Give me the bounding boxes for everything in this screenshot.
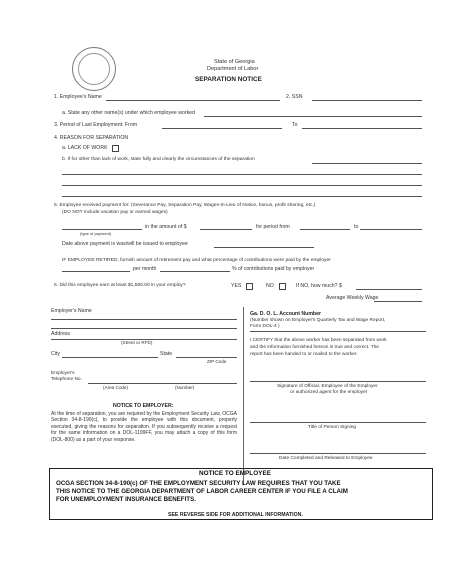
retired-label: IF EMPLOYEE RETIRED, furnish amount of retirement pay and what percentage of contributions were paid by the employer [62,258,331,263]
payment-type-field[interactable] [62,229,142,230]
telephone-label: Employer's Telephone No. [51,371,82,382]
period-employment-label: 3. Period of Last Employment: From [54,122,138,128]
street-caption: (Street or RFD) [121,340,153,345]
payment-period-to-label: to [354,224,359,230]
reason-line-1[interactable] [312,163,422,164]
certify-line-2: and the information furnished hereon is true and correct. The [250,345,379,350]
reason-line-4[interactable] [62,196,422,197]
other-reason-label: b. If for other than lack of work, state fully and clearly the circumstances of the separation [62,157,255,162]
if-no-amount-field[interactable] [356,289,422,290]
account-number-field[interactable] [250,331,426,332]
lack-of-work-label: a. LACK OF WORK [62,145,108,151]
state-label: State [160,351,173,357]
zip-caption: ZIP Code [207,359,227,364]
signature-caption-1: Signature of Official, Employee of the Employer [277,384,378,389]
area-code-caption: (Area Code) [103,385,129,390]
certify-line-1: I CERTIFY that the above worker has been separated from work [250,338,387,343]
no-checkbox[interactable] [279,283,286,290]
other-names-field[interactable] [204,116,422,117]
seal-inner-ring [78,53,110,85]
notice-employee-line-2: THIS NOTICE TO THE GEORGIA DEPARTMENT OF LABOR CAREER CENTER IF YOU FILE A CLAIM [56,488,348,495]
reason-line-2[interactable] [62,174,422,175]
if-no-label: If NO, how much? $ [296,283,342,289]
payment-label: 5. Employee received payment for: (Severance Pay, Separation Pay, Wages-In-Lieu of Notice, bonus, profit sharing, etc.) [54,203,316,208]
employer-name-field[interactable] [51,319,237,320]
signature-caption-2: or authorized agent for the employer [290,390,368,395]
retirement-pay-field[interactable] [62,271,130,272]
number-caption: (Number) [175,385,195,390]
telephone-field[interactable] [88,383,237,384]
notice-employee-title: NOTICE TO EMPLOYEE [199,470,271,477]
per-month-label: per month [133,266,157,272]
yes-label: YES [231,283,242,289]
date-paid-label: Date above payment is was/will be issued to employee [62,241,188,247]
payment-type-caption: (type of payment) [80,231,112,236]
date-completed-caption: Date Completed and Released to Employee [279,456,373,461]
period-from-label-5: for period from [256,224,290,230]
payment-note: (DO NOT include vacation pay or earned wages) [62,210,168,215]
reason-line-3[interactable] [62,185,422,186]
state-field[interactable] [176,357,237,358]
ssn-field[interactable] [312,100,422,101]
account-note-1: (Number shown on Employer's Quarterly Tax and Wage Report, [250,318,386,323]
address-label: Address [51,331,71,337]
notice-employer-body: At the time of separation, you are required by the Employment Security Law, OCGA Section 34-8-190(c), to provide the employee with this document, properly executed, giving the reasons for separation. If you subsequently receive a request for the same information on a DOL-1199FF, you may attach a copy of this form (DOL-800) as a part of your response. [51,411,237,443]
average-weekly-wage-label: Average Weekly Wage [326,295,379,301]
notice-employee-line-3: FOR UNEMPLOYMENT INSURANCE BENEFITS. [56,496,196,503]
title-field[interactable] [250,422,426,423]
city-label: City [51,351,60,357]
retirement-percent-field[interactable] [160,271,230,272]
footer-reverse-side: SEE REVERSE SIDE FOR ADDITIONAL INFORMATION. [168,512,303,518]
date-paid-field[interactable] [214,247,314,248]
header-department: Department of Labor [207,66,259,72]
signature-field[interactable] [250,381,426,382]
date-completed-field[interactable] [250,453,426,454]
percent-contributions-label: % of contributions paid by employer [232,266,315,272]
average-weekly-wage-field[interactable] [374,301,422,302]
period-to-field[interactable] [302,128,422,129]
payment-period-from-field[interactable] [300,229,350,230]
reason-label: 4. REASON FOR SEPARATION [54,135,129,141]
city-field[interactable] [62,357,158,358]
other-names-label: a. State any other name(s) under which employee worked [62,110,195,116]
form-title: SEPARATION NOTICE [195,76,262,83]
amount-label: in the amount of $ [145,224,187,230]
account-number-label: Ga. D. O. L. Account Number [250,311,321,317]
period-to-label: To [292,122,298,128]
account-note-2: Form DOL-4 ) [250,324,280,329]
employee-name-field[interactable] [106,100,280,101]
notice-employer-title: NOTICE TO EMPLOYER: [113,403,174,409]
amount-field[interactable] [200,229,252,230]
title-caption: Title of Person Signing [308,425,357,430]
yes-checkbox[interactable] [246,283,253,290]
payment-period-to-field[interactable] [360,229,422,230]
notice-employee-line-1: OCGA SECTION 34-8-190(c) OF THE EMPLOYMENT SECURITY LAW REQUIRES THAT YOU TAKE [56,480,341,487]
no-label: NO [266,283,274,289]
header-state: State of Georgia [214,59,255,65]
period-from-field[interactable] [162,128,282,129]
employer-name-label: Employer's Name [51,308,92,314]
ssn-label: 2. SSN [286,94,303,100]
certify-line-3: report has been handed to or mailed to the worker. [250,352,358,357]
employer-name-field-2[interactable] [51,328,237,329]
lack-of-work-checkbox[interactable] [112,145,119,152]
employee-name-label: 1. Employee's Name [54,94,102,100]
earn-question-label: 6. Did this employee earn at least $1,500.00 in your employ? [54,283,186,288]
column-divider [243,307,244,485]
